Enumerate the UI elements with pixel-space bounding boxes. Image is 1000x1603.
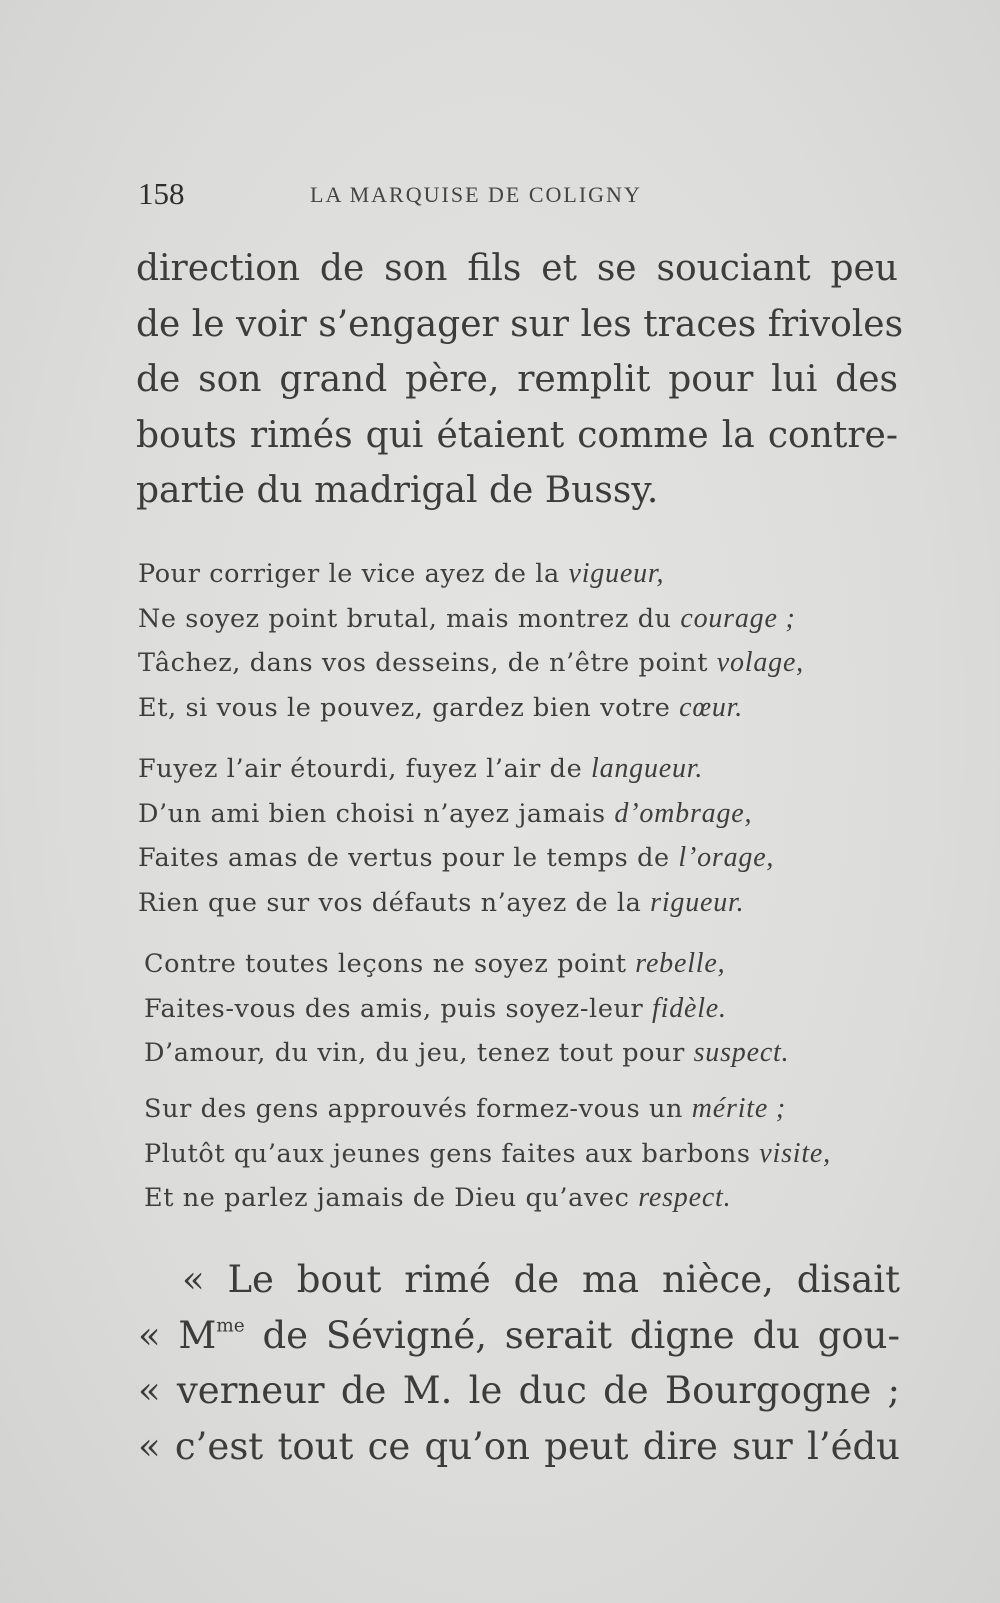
rhyme-word: courage ; [680, 602, 796, 634]
verse-line: Fuyez l’air étourdi, fuyez l’air de langueur. [138, 753, 704, 784]
prose-line: « c’est tout ce qu’on peut dire sur l’édu [138, 1424, 900, 1468]
rhyme-word: fidèle. [652, 992, 727, 1024]
poem-stanza-4 [144, 1087, 914, 1221]
rhyme-word: visite, [759, 1137, 831, 1169]
verse-line: Contre toutes leçons ne soyez point rebelle, [144, 948, 726, 979]
rhyme-word: cœur. [679, 691, 744, 723]
verse-line: Plutôt qu’aux jeunes gens faites aux barbons visite, [144, 1137, 831, 1169]
verse-line: Tâchez, dans vos desseins, de n’être point volage, [138, 647, 804, 679]
verse-line: Faites-vous des amis, puis soyez-leur fidèle. [144, 992, 727, 1024]
prose-line: bouts rimés qui étaient comme la contre- [136, 414, 898, 456]
rhyme-word: rebelle, [635, 948, 726, 979]
verse-line: Et ne parlez jamais de Dieu qu’avec respect. [144, 1182, 732, 1214]
rhyme-word: volage, [716, 647, 804, 679]
verse-line: Ne soyez point brutal, mais montrez du courage ; [138, 602, 796, 634]
rhyme-word: respect. [638, 1182, 732, 1214]
verse-line: Faites amas de vertus pour le temps de l’orage, [138, 842, 775, 874]
verse-line: D’amour, du vin, du jeu, tenez tout pour suspect. [144, 1037, 790, 1069]
prose-paragraph-bottom [138, 1252, 900, 1474]
rhyme-word: suspect. [693, 1037, 790, 1069]
running-title: LA MARQUISE DE COLIGNY [310, 182, 642, 207]
rhyme-word: rigueur. [650, 886, 745, 918]
prose-line: « Le bout rimé de ma nièce, disait [182, 1258, 900, 1301]
rhyme-word: d’ombrage, [614, 797, 753, 829]
prose-line: « verneur de M. le duc de Bourgogne ; [138, 1369, 900, 1412]
prose-line: « $M^{me}$ de Sévigné, serait digne du gou- [138, 1313, 900, 1357]
rhyme-word: langueur. [591, 753, 704, 784]
page-header [138, 176, 738, 216]
prose-line: de son grand père, remplit pour lui des [136, 359, 898, 400]
verse-line: Rien que sur vos défauts n’ayez de la rigueur. [138, 886, 745, 918]
poem-stanza-3 [144, 942, 914, 1076]
verse-line: Et, si vous le pouvez, gardez bien votre cœur. [138, 691, 744, 723]
verse-line: Sur des gens approuvés formez-vous un mérite ; [144, 1093, 787, 1124]
rhyme-word: vigueur, [568, 558, 665, 589]
verse-line: D’un ami bien choisi n’ayez jamais d’ombrage, [138, 797, 753, 829]
poem-stanza-2 [138, 747, 908, 925]
poem-stanza-1 [138, 552, 908, 730]
prose-paragraph-top [136, 241, 904, 519]
prose-line: direction de son fils et se souciant peu [136, 248, 898, 289]
rhyme-word: l’orage, [678, 842, 775, 874]
page-number: 158 [138, 176, 185, 211]
rhyme-word: mérite ; [691, 1093, 787, 1124]
prose-line: de le voir s’engager sur les traces frivoles [136, 303, 904, 345]
superscript: me [216, 1314, 245, 1336]
verse-line: Pour corriger le vice ayez de la vigueur, [138, 558, 665, 589]
prose-line: partie du madrigal de Bussy. [136, 470, 659, 511]
